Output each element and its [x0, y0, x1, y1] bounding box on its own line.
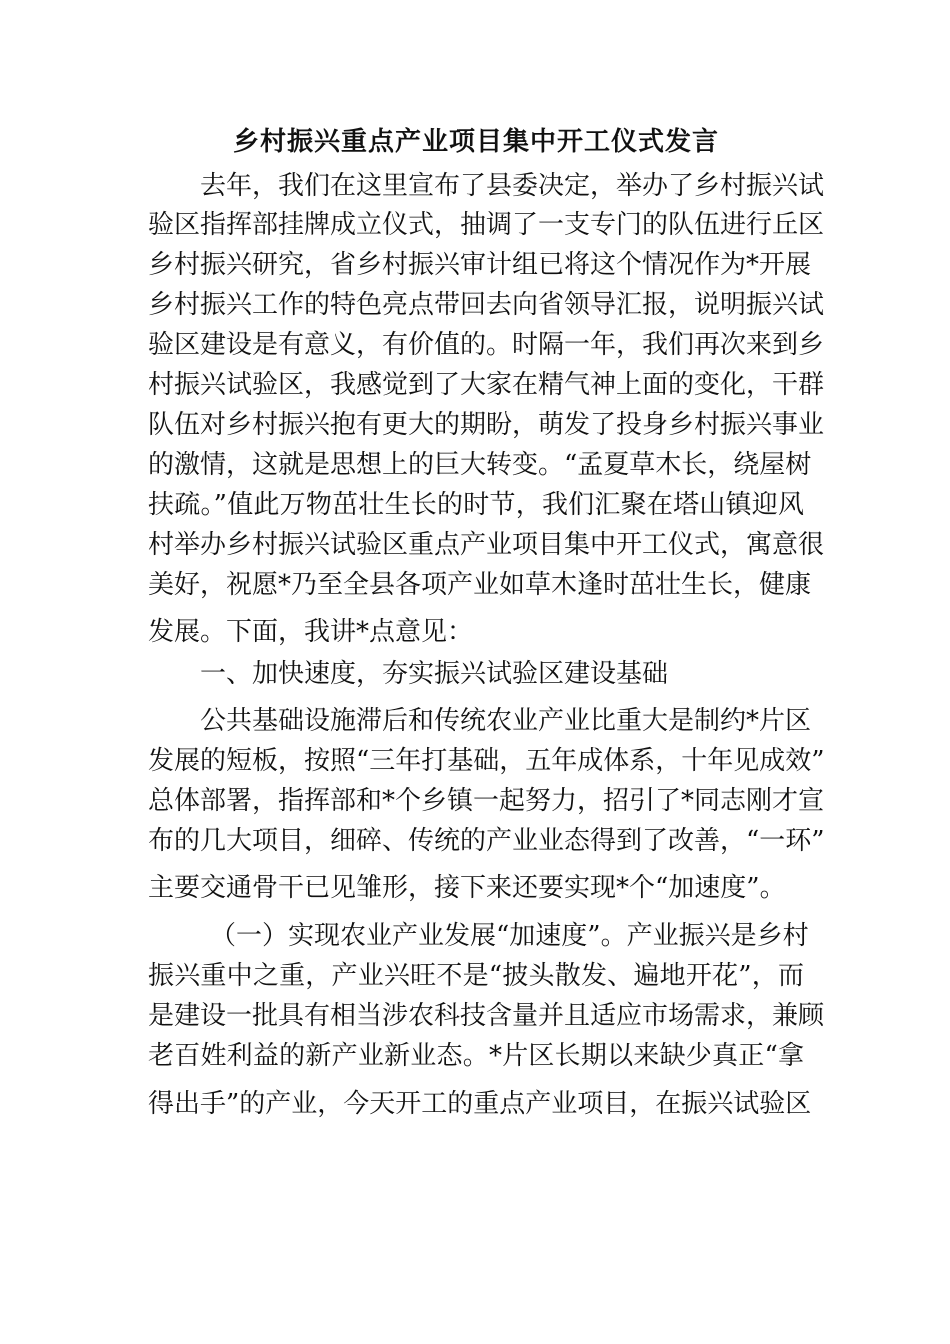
paragraph-line: 队伍对乡村振兴抱有更大的期盼，萌发了投身乡村振兴事业: [148, 410, 825, 440]
paragraph-line: 主要交通骨干已见雏形，接下来还要实现*个“加速度”。: [148, 873, 786, 903]
paragraph-line: 乡村振兴工作的特色亮点带回去向省领导汇报，说明振兴试: [148, 290, 825, 320]
paragraph-line: 布的几大项目，细碎、传统的产业业态得到了改善，“一环”: [148, 826, 825, 856]
paragraph-line: 发展的短板，按照“三年打基础，五年成体系，十年见成效”: [148, 746, 825, 776]
paragraph-line: （一）实现农业产业发展“加速度”。产业振兴是乡村: [210, 921, 809, 951]
paragraph-line: 的激情，这就是思想上的巨大转变。“孟夏草木长，绕屋树: [148, 450, 812, 480]
paragraph-line: 验区指挥部挂牌成立仪式，抽调了一支专门的队伍进行丘区: [148, 210, 825, 240]
paragraph-line: 美好，祝愿*乃至全县各项产业如草木逢时茁壮生长，健康: [148, 570, 812, 600]
paragraph-line: 老百姓利益的新产业新业态。*片区长期以来缺少真正“拿: [148, 1041, 804, 1071]
paragraph-line: 发展。下面，我讲*点意见：: [148, 617, 474, 647]
section-heading: 一、加快速度，夯实振兴试验区建设基础: [200, 659, 669, 689]
paragraph-line: 村振兴试验区，我感觉到了大家在精气神上面的变化，干群: [148, 370, 825, 400]
paragraph-line: 乡村振兴研究，省乡村振兴审计组已将这个情况作为*开展: [148, 250, 812, 280]
paragraph-line: 振兴重中之重，产业兴旺不是“披头散发、遍地开花”，而: [148, 961, 804, 991]
paragraph-line: 得出手”的产业，今天开工的重点产业项目，在振兴试验区: [148, 1089, 812, 1119]
paragraph-line: 总体部署，指挥部和*个乡镇一起努力，招引了*同志刚才宣: [148, 786, 825, 816]
paragraph-line: 去年，我们在这里宣布了县委决定，举办了乡村振兴试: [200, 171, 825, 201]
paragraph-line: 扶疏。”值此万物茁壮生长的时节，我们汇聚在塔山镇迎风: [148, 490, 804, 520]
paragraph-line: 公共基础设施滞后和传统农业产业比重大是制约*片区: [200, 706, 812, 736]
paragraph-line: 验区建设是有意义，有价值的。时隔一年，我们再次来到乡: [148, 330, 825, 360]
paragraph-line: 村举办乡村振兴试验区重点产业项目集中开工仪式，寓意很: [148, 530, 825, 560]
document-title: 乡村振兴重点产业项目集中开工仪式发言: [232, 127, 719, 157]
paragraph-line: 是建设一批具有相当涉农科技含量并且适应市场需求，兼顾: [148, 1001, 825, 1031]
